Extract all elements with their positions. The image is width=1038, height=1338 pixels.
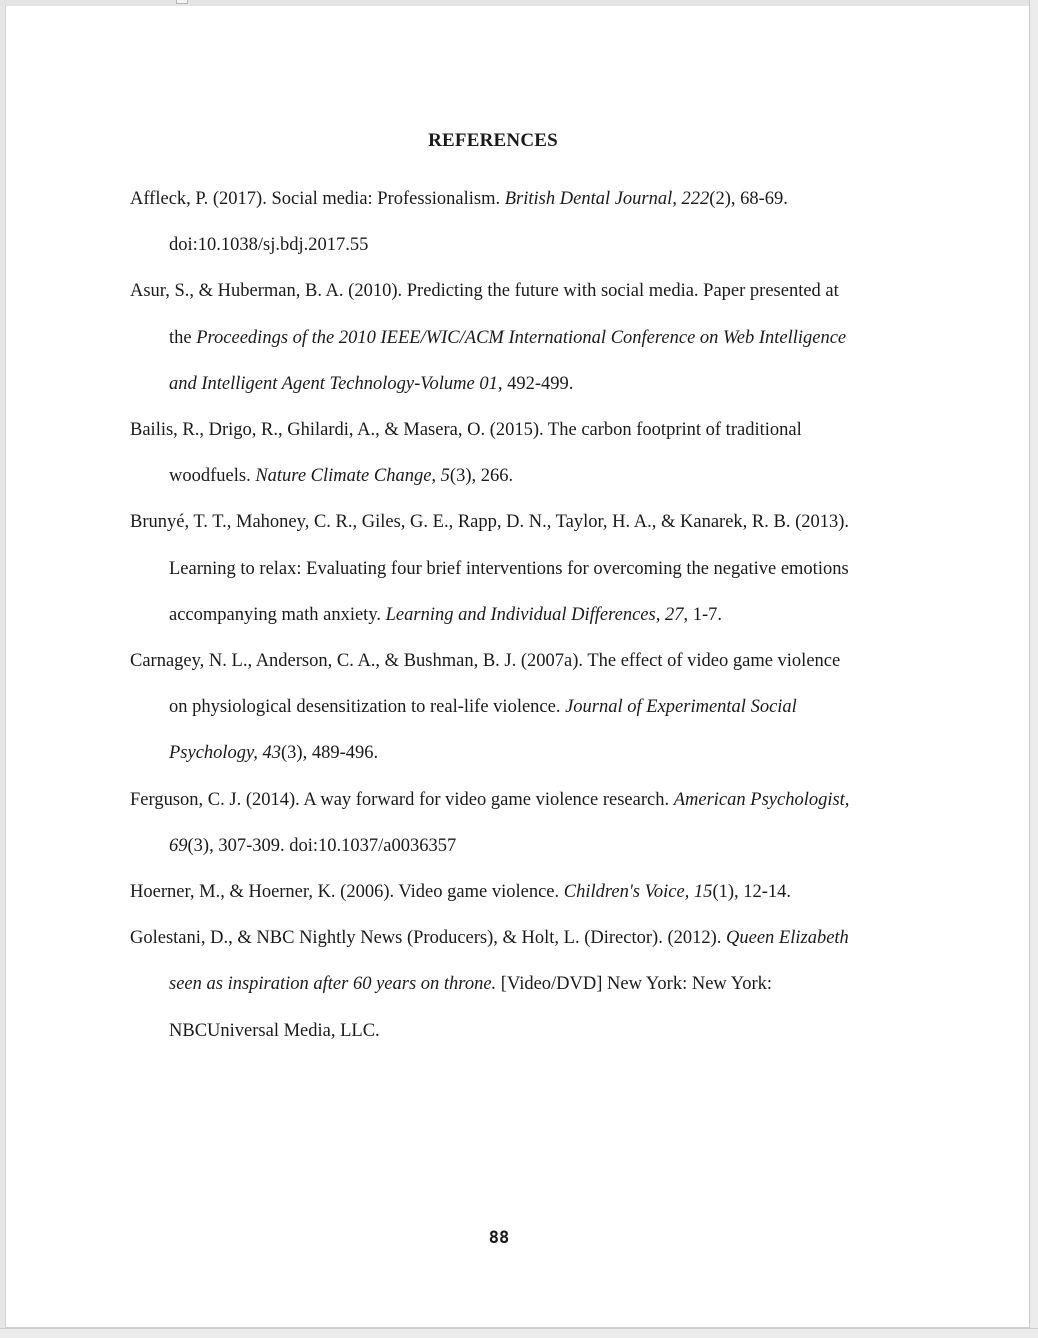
document-page [5, 6, 1030, 1328]
reference-text: Affleck, P. (2017). Social media: Professionalism. [130, 189, 505, 209]
reference-entry [130, 869, 852, 915]
reference-text: Hoerner, M., & Hoerner, K. (2006). Video game violence. [130, 882, 564, 903]
page-number: 88 [488, 1228, 510, 1248]
reference-source-italic: Nature Climate Change, 5 [255, 466, 450, 487]
reference-entry [130, 915, 852, 1054]
reference-text: [Video/DVD] New York: New York: NBCUniversal Media, LLC. [169, 974, 773, 1041]
reference-entry [130, 499, 852, 638]
reference-text: Brunyé, T. T., Mahoney, C. R., Giles, G. E., Rapp, D. N., Taylor, H. A., & Kanarek, R. B. (2013). Learning to relax: Evaluating four brief interventions for overcoming the negative emotions accompanying math anxiety. [130, 512, 850, 625]
reference-text: (3), 489-496. [281, 743, 379, 764]
reference-text: Golestani, D., & NBC Nightly News (Producers), & Holt, L. (Director). (2012). [130, 928, 727, 949]
page-title: REFERENCES [428, 130, 558, 151]
reference-text: Ferguson, C. J. (2014). A way forward for video game violence research. [130, 789, 674, 810]
reference-source-italic: Queen Elizabeth seen as inspiration after 60 years on throne. [169, 928, 849, 995]
reference-entry [130, 407, 852, 499]
reference-source-italic: Children's Voice, 15 [563, 882, 713, 903]
reference-entry [130, 638, 852, 777]
reference-text: , 492-499. [497, 373, 574, 394]
reference-text: Bailis, R., Drigo, R., Ghilardi, A., & Masera, O. (2015). The carbon footprint of traditional woodfuels. [130, 420, 802, 487]
reference-text: Asur, S., & Huberman, B. A. (2010). Predicting the future with social media. Paper presented at the [130, 281, 839, 348]
reference-entry [130, 268, 852, 407]
reference-source-italic: Learning and Individual Differences, 27 [385, 604, 684, 625]
reference-source-italic: American Psychologist, 69 [169, 789, 850, 856]
reference-text: (3), 266. [449, 466, 514, 487]
viewer-right-edge [1029, 0, 1038, 1338]
page-tab-marker [176, 0, 188, 4]
reference-source-italic: Journal of Experimental Social Psychology, 43 [169, 697, 797, 764]
reference-text: Carnagey, N. L., Anderson, C. A., & Bushman, B. J. (2007a). The effect of video game violence on physiological desensitization to real-life violence. [130, 651, 841, 718]
reference-list [130, 176, 852, 1054]
reference-entry [130, 176, 852, 268]
reference-text: (2), 68-69. doi:10.1038/sj.bdj.2017.55 [169, 189, 788, 256]
reference-text: , 1-7. [683, 604, 723, 625]
viewer-bottom-edge [0, 1328, 1038, 1338]
reference-text: (3), 307-309. doi:10.1037/a0036357 [187, 835, 457, 856]
reference-entry [130, 777, 852, 869]
reference-source-italic: Proceedings of the 2010 IEEE/WIC/ACM International Conference on Web Intelligence and Intelligent Agent Technology-Volume 01 [169, 327, 847, 394]
reference-source-italic: British Dental Journal, 222 [504, 189, 710, 209]
reference-text: (1), 12-14. [712, 882, 792, 903]
